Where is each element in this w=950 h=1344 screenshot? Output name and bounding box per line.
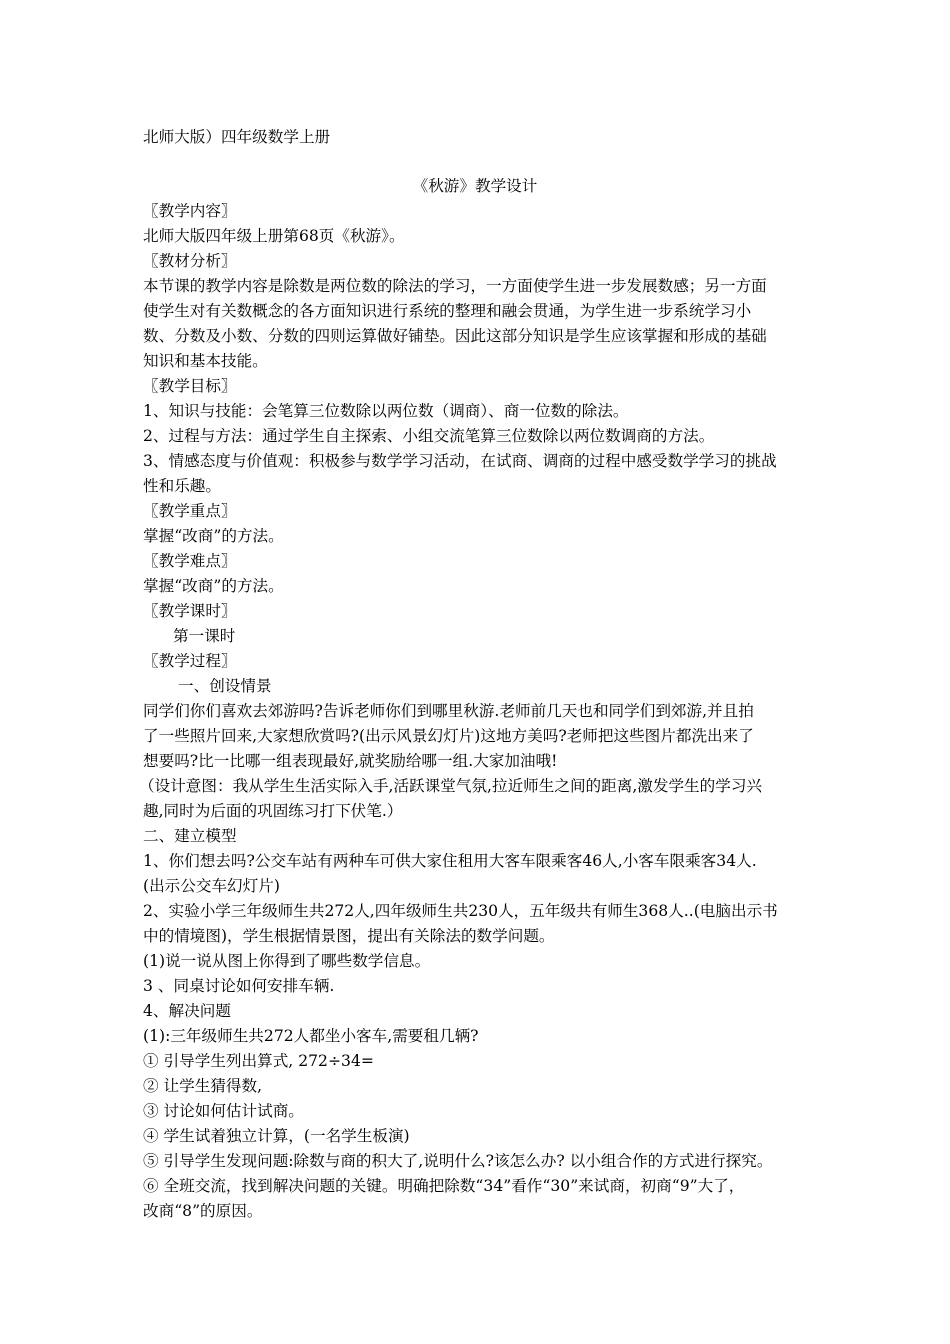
paragraph-line: (1):三年级师生共272人都坐小客车,需要租几辆? bbox=[143, 1027, 479, 1045]
paragraph-line: ⑥ 全班交流，找到解决问题的关键。明确把除数“34”看作“30”来试商，初商“9”大了， bbox=[143, 1177, 745, 1195]
paragraph-line: 3 、同桌讨论如何安排车辆. bbox=[143, 977, 335, 995]
paragraph-line: ④ 学生试着独立计算，(一名学生板演) bbox=[143, 1127, 410, 1145]
paragraph-line: ③ 讨论如何估计试商。 bbox=[143, 1102, 304, 1120]
section-heading: 〖教学重点〗 bbox=[143, 502, 237, 520]
paragraph-line: 使学生对有关数概念的各方面知识进行系统的整理和融会贯通，为学生进一步系统学习小 bbox=[143, 302, 752, 320]
paragraph-line: 1、知识与技能：会笔算三位数除以两位数（调商）、商一位数的除法。 bbox=[143, 402, 629, 420]
paragraph-line: 趣,同时为后面的巩固练习打下伏笔.） bbox=[143, 802, 403, 820]
paragraph-line: ② 让学生猜得数, bbox=[143, 1077, 263, 1095]
document-title: 《秋游》教学设计 bbox=[412, 177, 538, 195]
paragraph-line: 2、实验小学三年级师生共272人,四年级师生共230人，五年级共有师生368人..(电脑出示书 bbox=[143, 902, 778, 920]
paragraph-line: ⑤ 引导学生发现问题:除数与商的积大了,说明什么?该怎么办? 以小组合作的方式进行探究。 bbox=[143, 1152, 773, 1170]
paragraph-line: 本节课的教学内容是除数是两位数的除法的学习，一方面使学生进一步发展数感；另一方面 bbox=[143, 277, 767, 295]
paragraph-line: 了一些照片回来,大家想欣赏吗?(出示风景幻灯片)这地方美吗?老师把这些图片都洗出来了 bbox=[143, 727, 754, 745]
section-heading: 〖教学课时〗 bbox=[143, 602, 237, 620]
section-heading: 〖教学内容〗 bbox=[143, 202, 237, 220]
paragraph-line: 想要吗?比一比哪一组表现最好,就奖励给哪一组.大家加油哦! bbox=[143, 752, 558, 770]
paragraph-line: 二、建立模型 bbox=[143, 827, 237, 845]
paragraph-line: 3、情感态度与价值观：积极参与数学学习活动，在试商、调商的过程中感受数学学习的挑战 bbox=[143, 452, 777, 470]
paragraph-line: 知识和基本技能。 bbox=[143, 352, 268, 370]
section-heading: 〖教学难点〗 bbox=[143, 552, 237, 570]
paragraph-line: （设计意图：我从学生生活实际入手,活跃课堂气氛,拉近师生之间的距离,激发学生的学习兴 bbox=[139, 777, 763, 795]
paragraph-line: 第一课时 bbox=[173, 627, 236, 645]
paragraph-line: 4、解决问题 bbox=[143, 1002, 231, 1020]
paragraph-line: 性和乐趣。 bbox=[143, 477, 221, 495]
section-heading: 〖教学过程〗 bbox=[143, 652, 237, 670]
section-heading: 〖教材分析〗 bbox=[143, 252, 237, 270]
section-heading: 〖教学目标〗 bbox=[143, 377, 237, 395]
paragraph-line: 改商“8”的原因。 bbox=[143, 1202, 263, 1220]
paragraph-line: 北师大版四年级上册第68页《秋游》。 bbox=[143, 227, 405, 245]
paragraph-line: ① 引导学生列出算式, 272÷34= bbox=[143, 1052, 374, 1070]
paragraph-line: 同学们你们喜欢去郊游吗?告诉老师你们到哪里秋游.老师前几天也和同学们到郊游,并且拍 bbox=[143, 702, 754, 720]
paragraph-line: (出示公交车幻灯片) bbox=[143, 877, 280, 895]
paragraph-line: 1、你们想去吗?公交车站有两种车可供大家住租用大客车限乘客46人,小客车限乘客34人. bbox=[143, 852, 757, 870]
paragraph-line: 一、创设情景 bbox=[178, 677, 272, 695]
document-header: 北师大版）四年级数学上册 bbox=[143, 128, 331, 146]
paragraph-line: 掌握“改商”的方法。 bbox=[143, 577, 284, 595]
paragraph-line: 掌握“改商”的方法。 bbox=[143, 527, 284, 545]
paragraph-line: 中的情境图)，学生根据情景图，提出有关除法的数学问题。 bbox=[143, 927, 555, 945]
paragraph-line: 数、分数及小数、分数的四则运算做好铺垫。因此这部分知识是学生应该掌握和形成的基础 bbox=[143, 327, 767, 345]
paragraph-line: 2、过程与方法：通过学生自主探索、小组交流笔算三位数除以两位数调商的方法。 bbox=[143, 427, 715, 445]
paragraph-line: (1)说一说从图上你得到了哪些数学信息。 bbox=[143, 952, 431, 970]
